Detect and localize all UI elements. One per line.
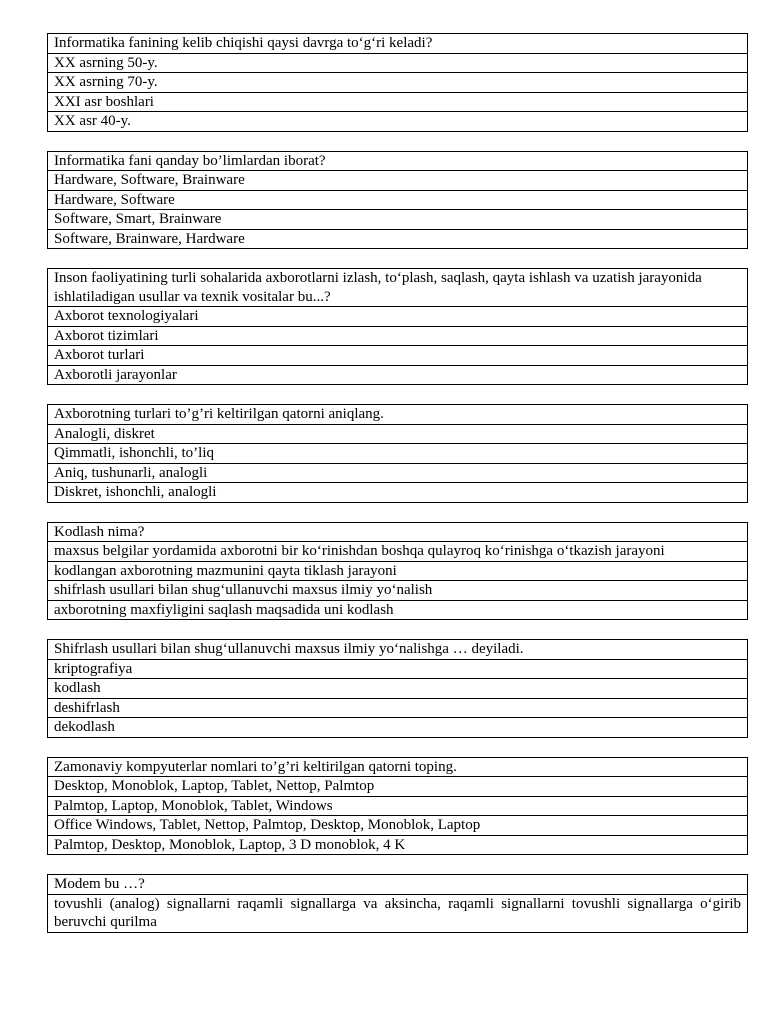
- question-table: [47, 33, 748, 132]
- answer-option: Qimmatli, ishonchli, to’liq: [48, 444, 748, 464]
- answer-option: Desktop, Monoblok, Laptop, Tablet, Nettop, Palmtop: [48, 777, 748, 797]
- question-table: [47, 874, 748, 933]
- answer-option: Axborotli jarayonlar: [48, 365, 748, 385]
- answer-option: XX asrning 50-y.: [48, 53, 748, 73]
- question-table: [47, 757, 748, 856]
- answer-option: Office Windows, Tablet, Nettop, Palmtop, Desktop, Monoblok, Laptop: [48, 816, 748, 836]
- question-text: Shifrlash usullari bilan shug‘ullanuvchi maxsus ilmiy yo‘nalishga … deyiladi.: [48, 640, 748, 660]
- answer-option: Palmtop, Desktop, Monoblok, Laptop, 3 D monoblok, 4 K: [48, 835, 748, 855]
- question-text: Axborotning turlari to’g’ri keltirilgan qatorni aniqlang.: [48, 405, 748, 425]
- answer-option: Diskret, ishonchli, analogli: [48, 483, 748, 503]
- answer-option: kodlash: [48, 679, 748, 699]
- answer-option: Axborot turlari: [48, 346, 748, 366]
- answer-option: maxsus belgilar yordamida axborotni bir ko‘rinishdan boshqa qulayroq ko‘rinishga o‘tkazish jarayoni: [48, 542, 748, 562]
- question-table: [47, 639, 748, 738]
- answer-option: kodlangan axborotning mazmunini qayta tiklash jarayoni: [48, 561, 748, 581]
- answer-option: Analogli, diskret: [48, 424, 748, 444]
- answer-option: XXI asr boshlari: [48, 92, 748, 112]
- answer-option: Software, Smart, Brainware: [48, 210, 748, 230]
- question-text: Inson faoliyatining turli sohalarida axborotlarni izlash, to‘plash, saqlash, qayta ishlash va uzatish jarayonida ishlatiladigan usullar va texnik vositalar bu...?: [48, 269, 748, 307]
- answer-option: deshifrlash: [48, 698, 748, 718]
- answer-option: Software, Brainware, Hardware: [48, 229, 748, 249]
- answer-option: Hardware, Software, Brainware: [48, 171, 748, 191]
- answer-option: Aniq, tushunarli, analogli: [48, 463, 748, 483]
- question-text: Modem bu …?: [48, 875, 748, 895]
- answer-option: dekodlash: [48, 718, 748, 738]
- question-table: [47, 522, 748, 621]
- answer-option: Palmtop, Laptop, Monoblok, Tablet, Windows: [48, 796, 748, 816]
- question-table: [47, 404, 748, 503]
- document-page: [47, 33, 748, 952]
- answer-option: Axborot texnologiyalari: [48, 307, 748, 327]
- answer-option: axborotning maxfiyligini saqlash maqsadida uni kodlash: [48, 600, 748, 620]
- answer-option: tovushli (analog) signallarni raqamli signallarga va aksincha, raqamli signallarni tovushli signallarga o‘girib beruvchi qurilma: [48, 894, 748, 932]
- question-text: Informatika fani qanday bo’limlardan iborat?: [48, 151, 748, 171]
- answer-option: XX asr 40-y.: [48, 112, 748, 132]
- question-table: [47, 268, 748, 385]
- answer-option: Axborot tizimlari: [48, 326, 748, 346]
- answer-option: kriptografiya: [48, 659, 748, 679]
- answer-option: XX asrning 70-y.: [48, 73, 748, 93]
- question-text: Zamonaviy kompyuterlar nomlari to’g’ri keltirilgan qatorni toping.: [48, 757, 748, 777]
- question-table: [47, 151, 748, 250]
- answer-option: shifrlash usullari bilan shug‘ullanuvchi maxsus ilmiy yo‘nalish: [48, 581, 748, 601]
- question-text: Informatika fanining kelib chiqishi qaysi davrga to‘g‘ri keladi?: [48, 34, 748, 54]
- question-text: Kodlash nima?: [48, 522, 748, 542]
- answer-option: Hardware, Software: [48, 190, 748, 210]
